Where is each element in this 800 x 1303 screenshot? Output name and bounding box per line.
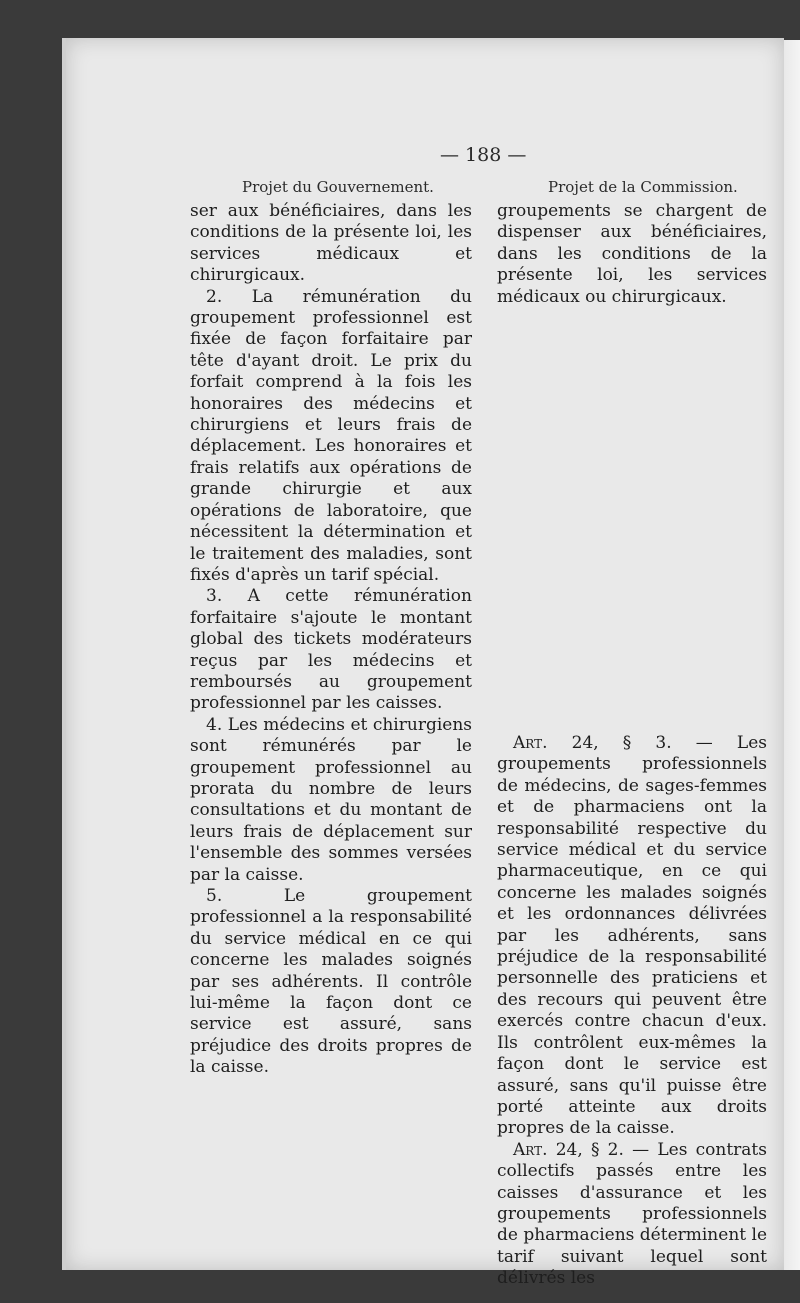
paragraph: 4. Les médecins et chirurgiens sont rémunérés par le groupement professionnel au prorata du nombre de leurs consultations et du montant de leurs frais de déplacement sur l'ensemble des sommes versées par la caisse. — [190, 714, 472, 885]
article-text: — Les contrats collectifs passés entre les caisses d'assurance et les groupements professionnels de pharmaciens déterminent le tarif suivant lequel sont délivrés les — [497, 1139, 767, 1289]
paragraph: ser aux bénéficiaires, dans les conditions de la présente loi, les services médicaux et chirurgicaux. — [190, 201, 472, 286]
paragraph: 3. A cette rémunération forfaitaire s'ajoute le montant global des tickets modérateurs reçus par les médecins et remboursés au groupement professionnel par les caisses. — [190, 586, 472, 714]
article-label: Art. 24, § 2. — [513, 1139, 624, 1160]
article-paragraph — [497, 733, 767, 1140]
page-number: — 188 — — [440, 144, 527, 166]
paragraph: 2. La rémunération du groupement professionnel est fixée de façon forfaitaire par tête d'ayant droit. Le prix du forfait comprend à la fois les honoraires des médecins et chirurgiens et leurs frais de déplacement. Les honoraires et frais relatifs aux opérations de grande chirurgie et aux opérations de laboratoire, que nécessitent la détermination et le traitement des maladies, sont fixés d'après un tarif spécial. — [190, 286, 472, 585]
left-column — [190, 201, 472, 1079]
paragraph: groupements se chargent de dispenser aux bénéficiaires, dans les conditions de la présente loi, les services médicaux ou chirurgicaux. — [497, 201, 767, 307]
right-column-header: Projet de la Commission. — [548, 178, 738, 196]
article-text: — Les groupements professionnels de médecins, de sages-femmes et de pharmaciens ont la responsabilité respective du service médical et du service pharmaceutique, en ce qui concerne les malades soignés et les ordonnances délivrées par les adhérents, sans préjudice de la responsabilité personnelle des praticiens et des recours qui peuvent être exercés contre chacun d'eux. Ils contrôlent eux-mêmes la façon dont le service est assuré, sans qu'il puisse être porté atteinte aux droits propres de la caisse. — [497, 733, 767, 1139]
right-column-bottom — [497, 733, 767, 1290]
paragraph: 5. Le groupement professionnel a la responsabilité du service médical en ce qui concerne les malades soignés par ses adhérents. Il contrôle lui-même la façon dont ce service est assuré, sans préjudice des droits propres de la caisse. — [190, 886, 472, 1078]
article-paragraph — [497, 1140, 767, 1290]
left-column-header: Projet du Gouvernement. — [242, 178, 434, 196]
right-column-top — [497, 201, 767, 308]
article-label: Art. 24, § 3. — [513, 733, 672, 753]
